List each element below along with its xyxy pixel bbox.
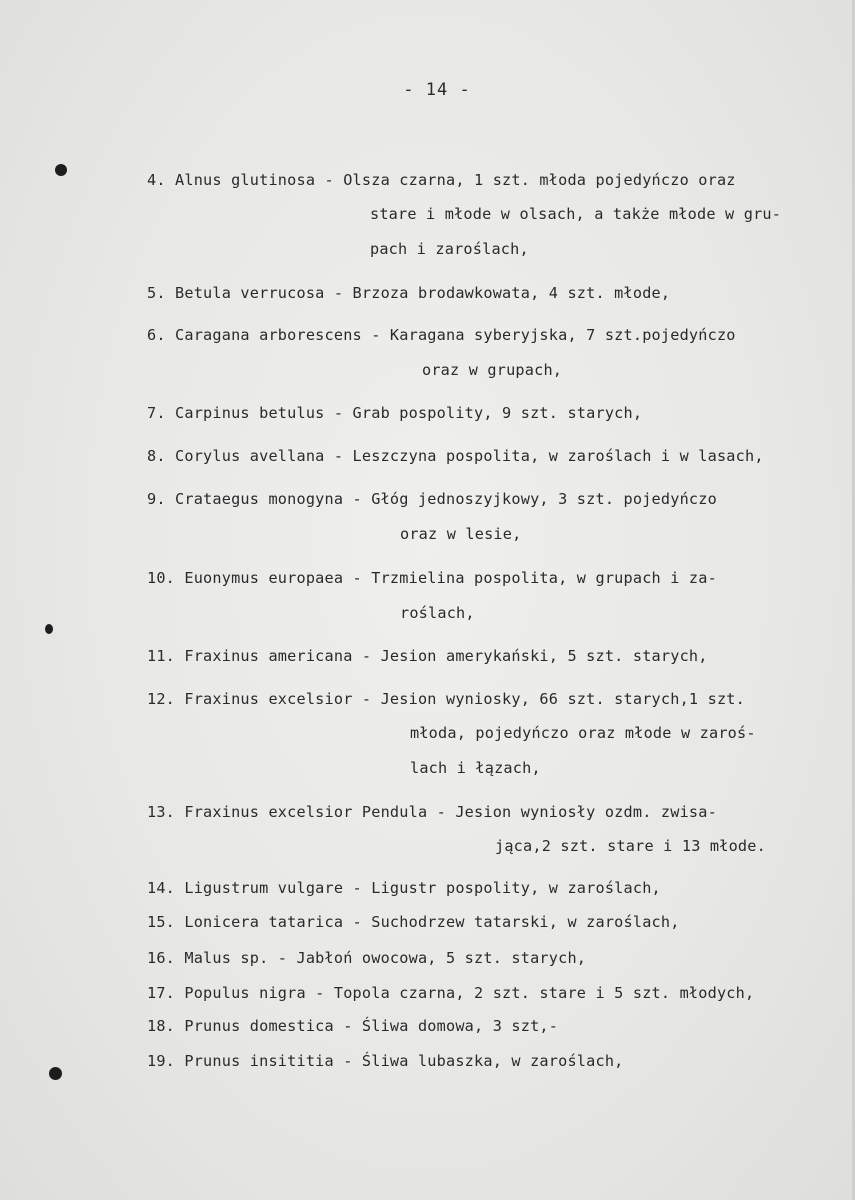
entry-12-line-2: młoda, pojedyńczo oraz młode w zaroś- bbox=[410, 724, 756, 742]
entry-10-line-2: roślach, bbox=[400, 604, 475, 622]
entry-12-line-3: lach i łązach, bbox=[410, 759, 541, 777]
entry-13-line-2: jąca,2 szt. stare i 13 młode. bbox=[495, 837, 766, 855]
entry-18-line-1: 18. Prunus domestica - Śliwa domowa, 3 szt,- bbox=[147, 1017, 559, 1035]
entry-10-line-1: 10. Euonymus europaea - Trzmielina pospolita, w grupach i za- bbox=[147, 569, 717, 587]
entry-8-line-1: 8. Corylus avellana - Leszczyna pospolita, w zaroślach i w lasach, bbox=[147, 447, 764, 465]
entry-9-line-2: oraz w lesie, bbox=[400, 525, 522, 543]
entry-4-line-2: stare i młode w olsach, a także młode w gru- bbox=[370, 205, 782, 223]
entry-17-line-1: 17. Populus nigra - Topola czarna, 2 szt. stare i 5 szt. młodych, bbox=[147, 984, 755, 1002]
punch-mark-middle bbox=[45, 624, 53, 634]
punch-hole-bottom bbox=[49, 1067, 62, 1080]
entry-4-line-1: 4. Alnus glutinosa - Olsza czarna, 1 szt. młoda pojedyńczo oraz bbox=[147, 171, 736, 189]
punch-hole-top bbox=[55, 164, 67, 176]
entry-5-line-1: 5. Betula verrucosa - Brzoza brodawkowata, 4 szt. młode, bbox=[147, 284, 671, 302]
entry-12-line-1: 12. Fraxinus excelsior - Jesion wyniosky, 66 szt. starych,1 szt. bbox=[147, 690, 745, 708]
entry-4-line-3: pach i zaroślach, bbox=[370, 240, 529, 258]
entry-6-line-1: 6. Caragana arborescens - Karagana syberyjska, 7 szt.pojedyńczo bbox=[147, 326, 736, 344]
page-number: - 14 - bbox=[403, 80, 471, 100]
entry-15-line-1: 15. Lonicera tatarica - Suchodrzew tatarski, w zaroślach, bbox=[147, 913, 680, 931]
entry-11-line-1: 11. Fraxinus americana - Jesion amerykański, 5 szt. starych, bbox=[147, 647, 708, 665]
entry-19-line-1: 19. Prunus insititia - Śliwa lubaszka, w zaroślach, bbox=[147, 1052, 624, 1070]
entry-6-line-2: oraz w grupach, bbox=[422, 361, 563, 379]
entry-9-line-1: 9. Crataegus monogyna - Głóg jednoszyjkowy, 3 szt. pojedyńczo bbox=[147, 490, 717, 508]
entry-16-line-1: 16. Malus sp. - Jabłoń owocowa, 5 szt. starych, bbox=[147, 949, 587, 967]
entry-13-line-1: 13. Fraxinus excelsior Pendula - Jesion wyniosły ozdm. zwisa- bbox=[147, 803, 717, 821]
entry-14-line-1: 14. Ligustrum vulgare - Ligustr pospolity, w zaroślach, bbox=[147, 879, 661, 897]
entry-7-line-1: 7. Carpinus betulus - Grab pospolity, 9 szt. starych, bbox=[147, 404, 643, 422]
